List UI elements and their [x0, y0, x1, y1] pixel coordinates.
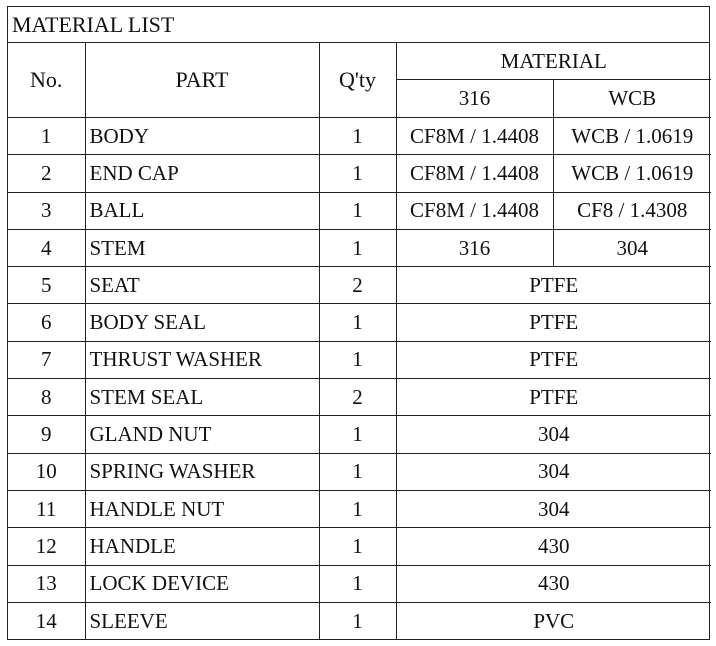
cell-no: 10: [8, 453, 85, 490]
table-row: [8, 602, 711, 639]
cell-no: 13: [8, 565, 85, 602]
cell-qty: 1: [319, 155, 396, 192]
cell-material: 304: [396, 416, 711, 453]
header-material-wcb: WCB: [553, 80, 711, 118]
cell-material-316: CF8M / 1.4408: [396, 155, 553, 192]
table-row: [8, 229, 711, 266]
cell-material-wcb: WCB / 1.0619: [553, 155, 711, 192]
cell-part: END CAP: [85, 155, 319, 192]
cell-no: 3: [8, 192, 85, 229]
cell-material: PTFE: [396, 267, 711, 304]
table-body: [8, 118, 711, 640]
cell-qty: 1: [319, 229, 396, 266]
header-no: No.: [8, 43, 85, 118]
cell-material-wcb: 304: [553, 229, 711, 266]
cell-material: 430: [396, 528, 711, 565]
table-row: [8, 304, 711, 341]
cell-material-316: CF8M / 1.4408: [396, 118, 553, 155]
material-list-table: [7, 6, 710, 640]
cell-no: 4: [8, 229, 85, 266]
cell-qty: 1: [319, 416, 396, 453]
cell-material: 304: [396, 453, 711, 490]
table-row: [8, 267, 711, 304]
table-row: [8, 528, 711, 565]
cell-part: STEM SEAL: [85, 379, 319, 416]
cell-part: GLAND NUT: [85, 416, 319, 453]
cell-no: 14: [8, 602, 85, 639]
cell-qty: 2: [319, 379, 396, 416]
cell-qty: 1: [319, 453, 396, 490]
cell-part: HANDLE: [85, 528, 319, 565]
cell-part: BODY: [85, 118, 319, 155]
cell-material: PVC: [396, 602, 711, 639]
cell-no: 7: [8, 341, 85, 378]
header-material-316: 316: [396, 80, 553, 118]
cell-no: 5: [8, 267, 85, 304]
header-qty: Q'ty: [319, 43, 396, 118]
table-row: [8, 565, 711, 602]
cell-part: BODY SEAL: [85, 304, 319, 341]
cell-qty: 1: [319, 341, 396, 378]
cell-material: 304: [396, 490, 711, 527]
cell-no: 8: [8, 379, 85, 416]
table-title: MATERIAL LIST: [8, 7, 709, 43]
cell-qty: 1: [319, 602, 396, 639]
table-row: [8, 155, 711, 192]
cell-material: PTFE: [396, 304, 711, 341]
header-material: MATERIAL: [396, 43, 711, 80]
cell-no: 1: [8, 118, 85, 155]
cell-no: 6: [8, 304, 85, 341]
cell-material-316: CF8M / 1.4408: [396, 192, 553, 229]
cell-no: 11: [8, 490, 85, 527]
cell-material: PTFE: [396, 341, 711, 378]
cell-part: BALL: [85, 192, 319, 229]
cell-material: 430: [396, 565, 711, 602]
cell-part: SPRING WASHER: [85, 453, 319, 490]
cell-no: 12: [8, 528, 85, 565]
table-row: [8, 118, 711, 155]
table-row: [8, 379, 711, 416]
cell-qty: 1: [319, 565, 396, 602]
cell-material-316: 316: [396, 229, 553, 266]
cell-qty: 1: [319, 118, 396, 155]
table-row: [8, 341, 711, 378]
table-row: [8, 416, 711, 453]
table-row: [8, 453, 711, 490]
table-row: [8, 192, 711, 229]
material-table: [8, 43, 711, 639]
cell-part: SEAT: [85, 267, 319, 304]
cell-part: THRUST WASHER: [85, 341, 319, 378]
cell-material-wcb: CF8 / 1.4308: [553, 192, 711, 229]
cell-part: LOCK DEVICE: [85, 565, 319, 602]
cell-qty: 1: [319, 490, 396, 527]
table-row: [8, 490, 711, 527]
cell-part: HANDLE NUT: [85, 490, 319, 527]
cell-qty: 1: [319, 528, 396, 565]
cell-qty: 2: [319, 267, 396, 304]
cell-no: 2: [8, 155, 85, 192]
cell-qty: 1: [319, 192, 396, 229]
cell-qty: 1: [319, 304, 396, 341]
header-part: PART: [85, 43, 319, 118]
cell-material-wcb: WCB / 1.0619: [553, 118, 711, 155]
cell-material: PTFE: [396, 379, 711, 416]
cell-part: SLEEVE: [85, 602, 319, 639]
cell-part: STEM: [85, 229, 319, 266]
cell-no: 9: [8, 416, 85, 453]
